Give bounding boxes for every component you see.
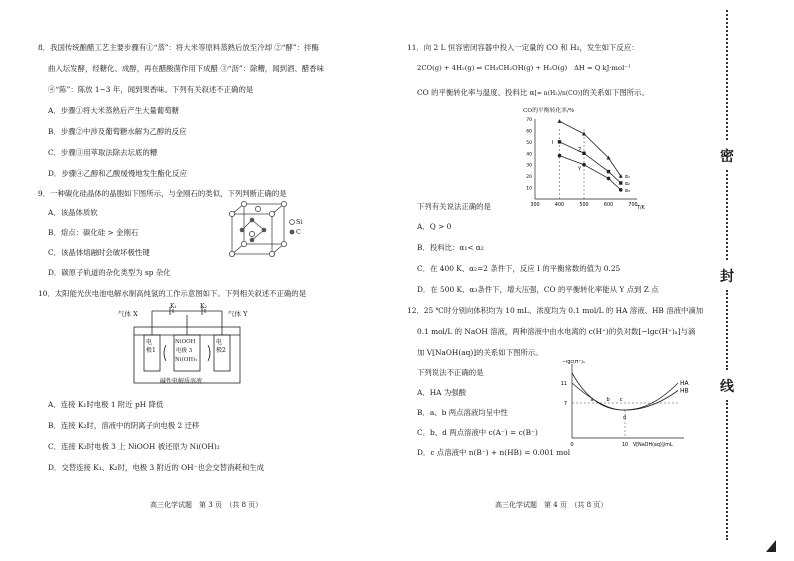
switch-k2: K₂ (200, 303, 207, 310)
q9-option-b: B．熔点：碳化硅 > 金刚石 (48, 228, 139, 237)
electrode-1-label: 电极1 (146, 339, 156, 354)
series-label: HB (680, 387, 689, 395)
q12-question: 下列说法不正确的是 (417, 368, 484, 377)
q11-option-c: C．在 400 K、α₂=2 条件下，反应 Ⅰ 的平衡常数的值为 0.25 (417, 264, 621, 273)
q10-option-b: B．连接 K₂时，溶液中的阴离子向电极 2 迁移 (48, 421, 200, 430)
q11-ratio-text (417, 87, 649, 99)
data-point (558, 140, 561, 143)
annotation-Y: Y (578, 166, 582, 173)
y-tick-label: 70 (526, 118, 532, 123)
seal-line-column (720, 0, 794, 561)
x-axis-label: T/K (637, 206, 645, 211)
series-line-2 (560, 156, 621, 190)
q11-ratio-tail: 的关系如下图所示。 (582, 88, 649, 97)
x-tick-label: 700 (628, 203, 638, 208)
x-axis-label: V[NaOH(aq)]/mL (633, 443, 673, 448)
seal-dotted-line (726, 400, 730, 540)
seal-dotted-line (726, 170, 730, 260)
q10-option-c: C．连接 K₂时电极 3 上 NiOOH 被还原为 Ni(OH)₂ (48, 442, 220, 451)
q11-stem: 11．向 2 L 恒容密闭容器中投入一定量的 CO 和 H₂，发生如下反应： (407, 43, 639, 52)
data-point (619, 181, 622, 184)
data-point (558, 119, 562, 123)
y-tick-label: 20 (526, 175, 532, 181)
q10-stem: 10．太阳能光伏电池电解水制高纯氢的工作示意图如下。下列相关叙述不正确的是 (38, 289, 307, 298)
data-point (558, 154, 562, 158)
switch-k1: K₁ (170, 303, 177, 310)
point-label-c: c (619, 397, 623, 403)
seal-char-feng: 封 (720, 269, 734, 285)
q11-equation: 2CO(g) + 4H₂(g) ⇌ CH₃CH₂OH(g) + H₂O(g) ΔH = Q kJ·mol⁻¹ (417, 64, 631, 72)
data-point (619, 188, 623, 192)
q8-stem-1: 8．我国传统酿醋工艺主要步骤有①“蒸”：将大米等原料蒸熟后放至冷却 ②“酵”：拌酶 (38, 43, 319, 52)
electrode-2-label: 电极2 (216, 339, 226, 354)
seal-char-mi: 密 (720, 149, 734, 165)
q9-option-a: A．该晶体质软 (48, 208, 98, 217)
point-label-d: d (623, 415, 627, 421)
y-tick-label: 7 (563, 401, 567, 407)
q8-option-a: A．步骤①将大米蒸熟后产生大量葡萄糖 (48, 106, 179, 115)
y-tick-label: 60 (526, 129, 532, 135)
legend-si: Si (296, 218, 303, 226)
legend-label: α₁ (624, 174, 631, 181)
conversion-chart (513, 113, 713, 231)
q11-ratio-lead: CO 的平衡转化率与温度、投料比 α (417, 88, 535, 97)
q12-option-c: C．b、d 两点溶液中 c(A⁻) = c(B⁻) (417, 428, 538, 437)
data-point (607, 170, 610, 173)
left-page (0, 0, 390, 561)
gas-x-label: 气体 X (118, 310, 138, 318)
q11-option-a: A．Q > 0 (417, 222, 452, 231)
q9-option-c: C．该晶体熔融时会破坏极性键 (48, 248, 150, 257)
legend-label: α₃ (624, 187, 631, 194)
electrode-3-bottom-label: Ni(OH)₂ (175, 357, 198, 363)
q8-stem-3: ④“陈”：陈放 1~3 年，闻到果香味。下列有关叙述不正确的是 (48, 85, 254, 94)
q12-option-d: D．c 点溶液中 n(B⁻) + n(HB) = 0.001 mol (417, 448, 571, 457)
q9-stem: 9．一种碳化硅晶体的晶胞如下图所示，与金刚石的类似，下列判断正确的是 (38, 189, 287, 198)
x-tick-label: 500 (579, 203, 589, 208)
electrode-3-label: 电极 3 (176, 348, 193, 354)
x-tick-label: 10 (621, 442, 629, 448)
q8-stem-2: 曲入坛发酵，经糖化、成醇，再在醋酸菌作用下成醋 ③“沥”：除糟，闻到酒、醋香味 (48, 64, 324, 73)
y-tick-label: 30 (526, 163, 532, 169)
q11-option-d: D．在 500 K、α₃条件下，增大压强，CO 的平衡转化率能从 Y 点到 Z 点 (417, 285, 659, 294)
x-tick-label: 0 (570, 442, 574, 448)
series-curve-0 (572, 373, 678, 410)
data-point (582, 152, 585, 155)
q10-option-a: A．连接 K₁时电极 1 附近 pH 降低 (48, 400, 164, 409)
electrolyte-label: 碱性电解质溶液 (160, 378, 203, 385)
series-label: HA (680, 380, 689, 387)
q12-option-a: A．HA 为强酸 (417, 388, 467, 397)
y-tick-label: 40 (526, 152, 532, 158)
annotation-I: Ⅰ (551, 139, 553, 146)
q11-ratio-expr: [= n(H₂)/n(CO)] (534, 90, 583, 97)
q12-option-b: B．a、b 两点溶液均呈中性 (417, 408, 508, 417)
point-label-b: b (606, 397, 610, 403)
q12-stem-3: 加 V[NaOH(aq)]的关系如下图所示。 (417, 348, 543, 357)
y-tick-label: 10 (526, 186, 532, 192)
q8-option-d: D．步骤④乙醇和乙酸缓慢地发生酯化反应 (48, 169, 187, 178)
right-page-footer: 高三化学试题 第 4 页 （共 8 页） (495, 501, 608, 509)
corner-mark (766, 540, 776, 552)
q12-stem-2: 0.1 mol/L 的 NaOH 溶液，两种溶液中由水电离的 c(H⁺)的负对数[−lgc(H⁺)ₐ]与滴 (417, 327, 696, 336)
seal-char-xian: 线 (720, 379, 734, 395)
data-point (582, 163, 586, 167)
conversion-chart-title: CO的平衡转化率/% (523, 108, 575, 114)
y-tick-label: 50 (526, 140, 532, 146)
titration-chart (550, 360, 718, 454)
q10-option-d: D．交替连接 K₁、K₂时，电极 3 附近的 OH⁻也会交替消耗和生成 (48, 463, 264, 472)
y-tick-label: 11 (560, 381, 567, 387)
point-label-a: a (590, 397, 594, 403)
q8-option-b: B．步骤②中涉及葡萄糖水解为乙醇的反应 (48, 127, 187, 136)
y-axis-label: −lgc(H⁺)ₐ (562, 360, 585, 365)
q11-option-b: B．投料比：α₁< α₂ (417, 243, 484, 252)
x-tick-label: 300 (530, 203, 540, 208)
q12-stem-1: 12．25 ℃时分别向体积均为 10 mL、浓度均为 0.1 mol/L 的 HA 溶液、HB 溶液中滴加 (407, 306, 704, 315)
x-tick-label: 600 (603, 203, 614, 208)
legend-c: C (296, 228, 301, 236)
data-point (607, 177, 611, 181)
electrode-3-top-label: NiOOH (175, 339, 196, 345)
q8-option-c: C．步骤③用萃取法除去坛底的糟 (48, 148, 158, 157)
q11-question: 下列有关说法正确的是 (417, 202, 491, 211)
seal-dotted-line (726, 290, 730, 370)
x-tick-label: 400 (554, 203, 565, 208)
q9-option-d: D．碳原子轨道的杂化类型为 sp 杂化 (48, 268, 171, 277)
gas-y-label: 气体 Y (228, 310, 248, 318)
legend-label: α₂ (624, 181, 631, 187)
right-page (395, 0, 720, 561)
left-page-footer: 高三化学试题 第 3 页 （共 8 页） (150, 501, 263, 509)
seal-dotted-line (726, 10, 730, 140)
annotation-Z: Z (578, 147, 582, 154)
